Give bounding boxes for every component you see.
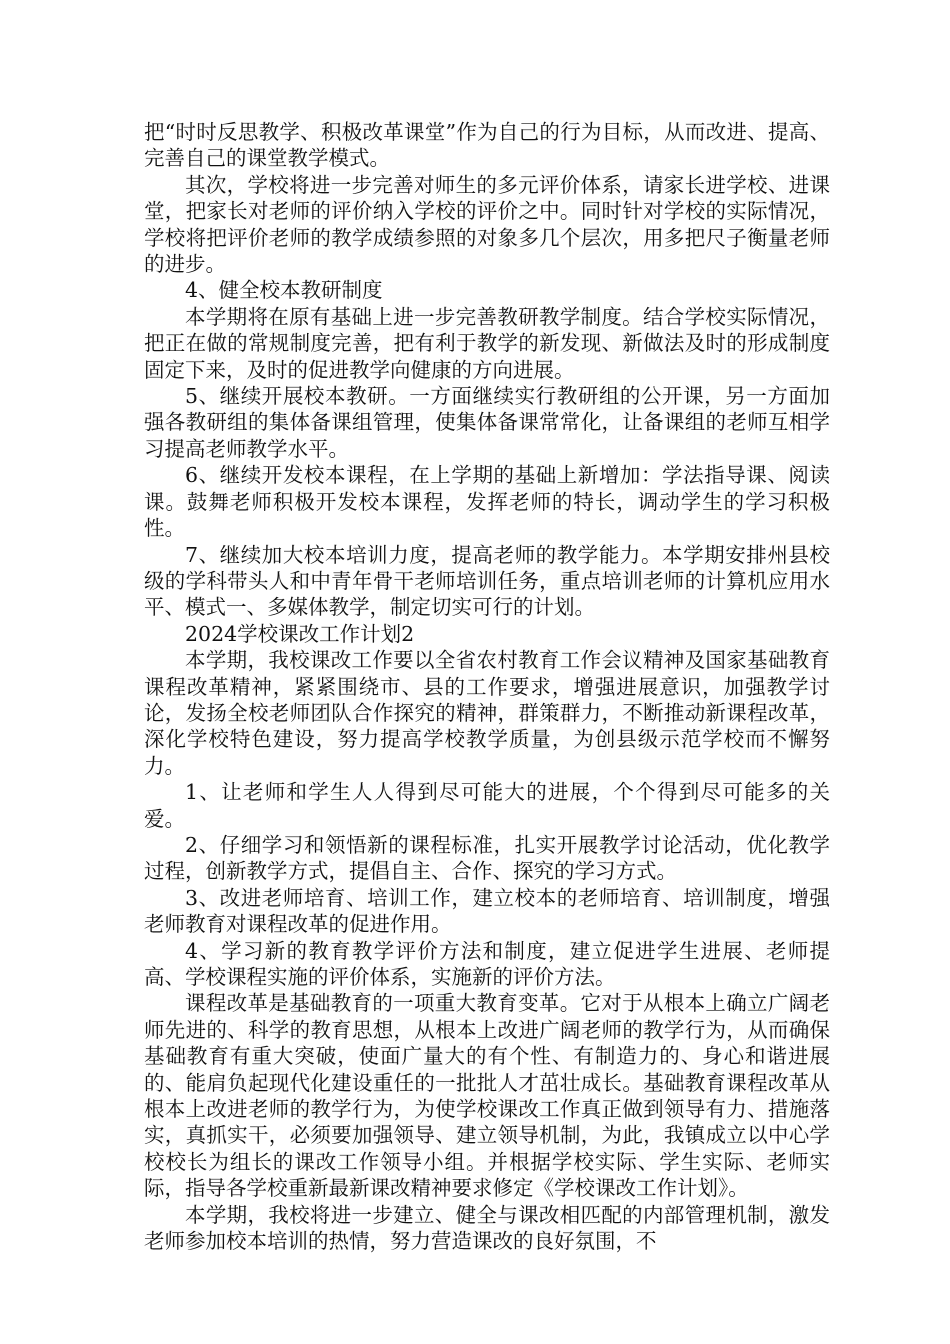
section-heading-4: 4、健全校本教研制度 xyxy=(185,278,383,303)
paragraph-6: 7、继续加大校本培训力度，提高老师的教学能力。本学期安排州县校级的学科带头人和中青年骨干老师培训任务，重点培训老师的计算机应用水平、模式一、多媒体教学，制定切实可行的计划。 xyxy=(144,542,830,620)
paragraph-11: 4、学习新的教育教学评价方法和制度，建立促进学生进展、老师提高、学校课程实施的评价体系，实施新的评价方法。 xyxy=(144,938,830,989)
paragraph-10: 3、改进老师培育、培训工作，建立校本的老师培育、培训制度，增强老师教育对课程改革的促进作用。 xyxy=(144,885,830,937)
paragraph-3: 本学期将在原有基础上进一步完善教研教学制度。结合学校实际情况，把正在做的常规制度完善，把有利于教学的新发现、新做法及时的形成制度固定下来，及时的促进教学向健康的方向进展。 xyxy=(144,304,830,382)
paragraph-5: 6、继续开发校本课程，在上学期的基础上新增加：学法指导课、阅读课。鼓舞老师积极开发校本课程，发挥老师的特长，调动学生的学习积极性。 xyxy=(144,463,830,541)
paragraph-12: 课程改革是基础教育的一项重大教育变革。它对于从根本上确立广阔老师先进的、科学的教育思想，从根本上改进广阔老师的教学行为，从而确保基础教育有重大突破，使面广量大的有个性、有制造力的、身心和谐进展的、能肩负起现代化建设重任的一批批人才茁壮成长。基础教育课程改革从根本上改进老师的教学行为，为使学校课改工作真正做到领导有力、措施落实，真抓实干，必须要加强领导、建立领导机制，为此，我镇成立以中心学校校长为组长的课改工作领导小组。并根据学校实际、学生实际、老师实际，指导各学校重新最新课改精神要求修定《学校课改工作计划》。 xyxy=(144,991,830,1201)
paragraph-9: 2、仔细学习和领悟新的课程标准，扎实开展教学讨论活动，优化教学过程，创新教学方式，提倡自主、合作、探究的学习方式。 xyxy=(144,832,830,884)
paragraph-13: 本学期，我校将进一步建立、健全与课改相匹配的内部管理机制，激发老师参加校本培训的热情，努力营造课改的良好氛围，不 xyxy=(144,1202,830,1254)
paragraph-2: 其次，学校将进一步完善对师生的多元评价体系，请家长进学校、进课堂，把家长对老师的评价纳入学校的评价之中。同时针对学校的实际情况，学校将把评价老师的教学成绩参照的对象多几个层次，用多把尺子衡量老师的进步。 xyxy=(144,172,830,277)
plan-title-2: 2024学校课改工作计划2 xyxy=(185,621,415,646)
paragraph-4: 5、继续开展校本教研。一方面继续实行教研组的公开课，另一方面加强各教研组的集体备课组管理，使集体备课常常化，让备课组的老师互相学习提高老师教学水平。 xyxy=(144,384,830,461)
document-body xyxy=(144,119,830,1254)
paragraph-1: 把“时时反思教学、积极改革课堂”作为自己的行为目标，从而改进、提高、完善自己的课堂教学模式。 xyxy=(144,120,830,171)
paragraph-7: 本学期，我校课改工作要以全省农村教育工作会议精神及国家基础教育课程改革精神，紧紧围绕市、县的工作要求，增强进展意识，加强教学讨论，发扬全校老师团队合作探究的精神，群策群力，不断推动新课程改革，深化学校特色建设，努力提高学校教学质量，为创县级示范学校而不懈努力。 xyxy=(144,648,830,778)
paragraph-8: 1、让老师和学生人人得到尽可能大的进展，个个得到尽可能多的关爱。 xyxy=(144,780,830,831)
